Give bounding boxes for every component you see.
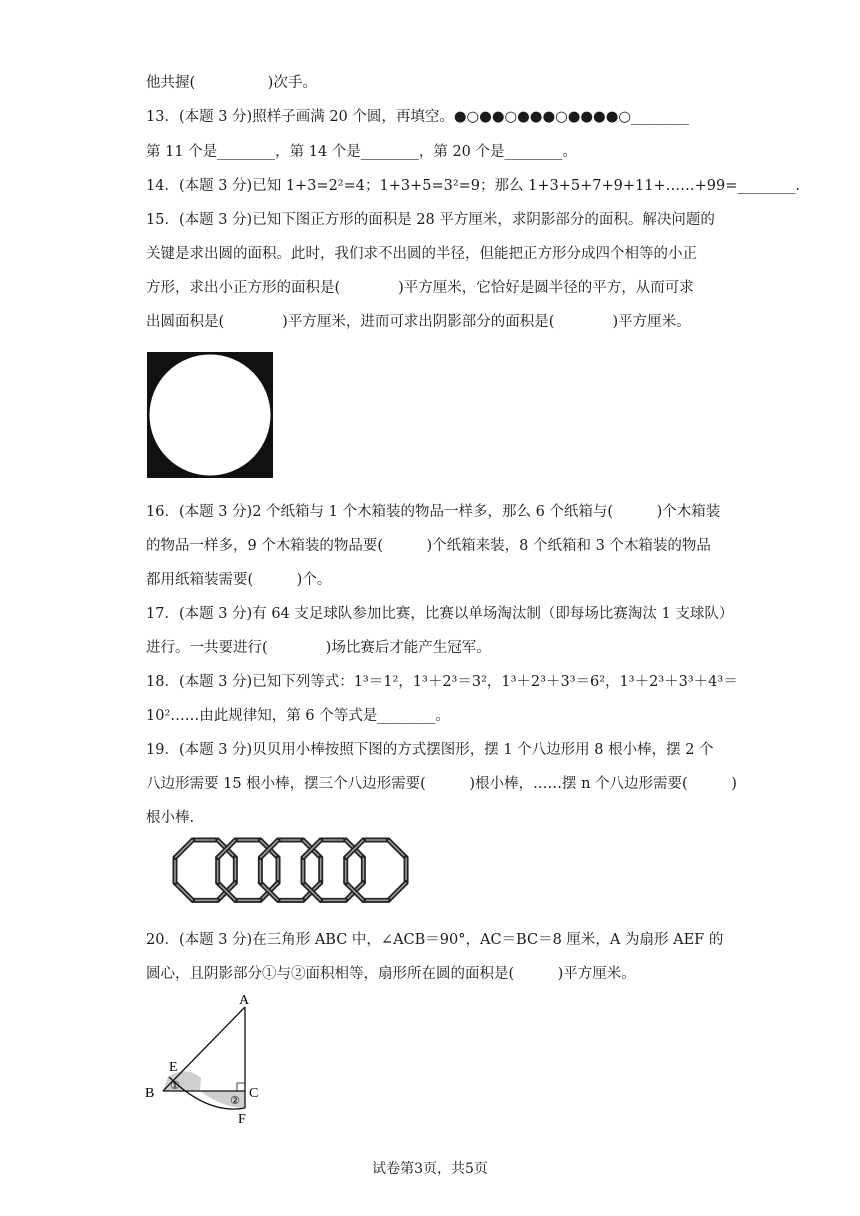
q13-line-2: 第 11 个是________，第 14 个是________，第 20 个是________。 xyxy=(146,144,578,160)
stick-highlight-6 xyxy=(175,883,193,901)
label-region-1: ① xyxy=(170,1079,180,1092)
triangle-sector-figure xyxy=(138,990,273,1125)
q15-line-1: 15．(本题 3 分)已知下图正方形的面积是 28 平方厘米，求阴影部分的面积。解决问题的 xyxy=(146,212,715,228)
q16-line-2: 的物品一样多，9 个木箱装的物品要( )个纸箱来装，8 个纸箱和 3 个木箱装的物品 xyxy=(146,538,711,554)
q17-line-2: 进行。一共要进行( )场比赛后才能产生冠军。 xyxy=(146,640,491,656)
page-footer: 试卷第3页，共5页 xyxy=(372,1161,488,1177)
q15-line-3: 方形，求出小正方形的面积是( )平方厘米，它恰好是圆半径的平方，从而可求 xyxy=(146,280,694,296)
square-circle-figure xyxy=(146,351,274,479)
label-c: C xyxy=(249,1086,259,1101)
q18-line-2: 10²……由此规律知，第 6 个等式是________。 xyxy=(146,708,450,724)
q16-line-3: 都用纸箱装需要( )个。 xyxy=(146,572,332,588)
label-e: E xyxy=(169,1060,178,1075)
label-f: F xyxy=(238,1112,246,1125)
label-region-2: ② xyxy=(230,1094,240,1107)
stick-highlight-8 xyxy=(175,840,193,858)
q15-line-2: 关键是求出圆的面积。此时，我们求不出圆的半径，但能把正方形分成四个相等的小正 xyxy=(146,246,697,262)
q14-line-1: 14．(本题 3 分)已知 1+3=2²=4；1+3+5=3²=9；那么 1+3+5+7+9+11+……+99=________. xyxy=(146,178,800,194)
label-a: A xyxy=(239,993,250,1008)
q15-line-4: 出圆面积是( )平方厘米，进而可求出阴影部分的面积是( )平方厘米。 xyxy=(146,314,691,330)
circle-shape xyxy=(149,354,271,476)
q16-line-1: 16．(本题 3 分)2 个纸箱与 1 个木箱装的物品一样多，那么 6 个纸箱与( )个木箱装 xyxy=(146,504,721,520)
octagon-chain-figure xyxy=(170,835,555,915)
stick-highlight-36 xyxy=(388,883,406,901)
stick-highlight-34 xyxy=(388,840,406,858)
right-angle-mark xyxy=(237,1083,245,1091)
q13-line-1: 13．(本题 3 分)照样子画满 20 个圆，再填空。●○●●○●●●○●●●●○________ xyxy=(146,109,690,125)
q18-line-1: 18．(本题 3 分)已知下列等式：1³＝1²，1³＋2³＝3²，1³＋2³＋3³＝6²，1³＋2³＋3³＋4³＝ xyxy=(146,674,738,690)
label-b: B xyxy=(145,1086,155,1101)
text-line-1: 他共握( )次手。 xyxy=(146,75,317,91)
q20-line-1: 20．(本题 3 分)在三角形 ABC 中，∠ACB＝90°，AC＝BC＝8 厘米，A 为扇形 AEF 的 xyxy=(146,932,724,948)
q19-line-2: 八边形需要 15 根小棒，摆三个八边形需要( )根小棒，……摆 n 个八边形需要( ) xyxy=(146,776,737,792)
q17-line-1: 17．(本题 3 分)有 64 支足球队参加比赛，比赛以单场淘汰制（即每场比赛淘汰 1 支球队） xyxy=(146,606,734,622)
q19-line-1: 19．(本题 3 分)贝贝用小棒按照下图的方式摆图形，摆 1 个八边形用 8 根小棒，摆 2 个 xyxy=(146,742,714,758)
q19-line-3: 根小棒. xyxy=(146,810,195,826)
q20-line-2: 圆心，且阴影部分①与②面积相等，扇形所在圆的面积是( )平方厘米。 xyxy=(146,966,636,982)
